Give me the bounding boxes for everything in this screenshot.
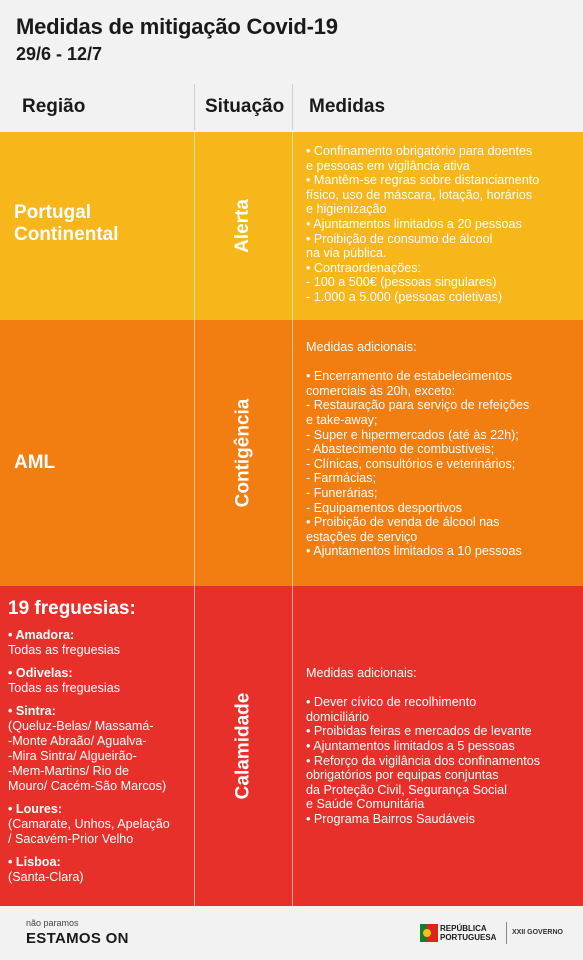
measure-line: estações de serviço <box>306 529 418 544</box>
region-cell <box>8 598 192 893</box>
measure-line: • Encerramento de estabelecimentos <box>306 369 513 384</box>
freguesia-detail: -Mira Sintra/ Algueirão- <box>8 749 137 763</box>
measures-list <box>306 340 578 559</box>
measure-line: • Proibidas feiras e mercados de levante <box>306 724 532 739</box>
freguesia-detail: Mouro/ Cacém-São Marcos) <box>8 779 167 793</box>
footer-divider <box>506 922 507 944</box>
column-header-regiao: Região <box>22 96 86 117</box>
freguesia-detail: / Sacavém-Prior Velho <box>8 832 134 846</box>
measure-line: - Restauração para serviço de refeições <box>306 398 530 413</box>
portugal-flag-icon <box>420 922 438 944</box>
measure-line: • Dever cívico de recolhimento <box>306 695 477 710</box>
freguesia-municipality: • Amadora: <box>8 628 75 642</box>
measure-line: - Abastecimento de combustíveis; <box>306 442 495 457</box>
region-label: Portugal Continental <box>14 202 119 245</box>
situation-cell <box>194 132 292 320</box>
measure-line: - 100 a 500€ (pessoas singulares) <box>306 275 497 290</box>
measure-line: • Proibição de venda de álcool nas <box>306 515 500 530</box>
measure-line: • Confinamento obrigatório para doentes <box>306 144 533 158</box>
measure-line: - Equipamentos desportivos <box>306 500 463 515</box>
measure-line: - Farmácias; <box>306 471 376 486</box>
column-divider <box>194 84 195 130</box>
measure-line: domiciliário <box>306 709 369 724</box>
measure-line <box>306 681 578 696</box>
row-portugal-continental <box>0 132 583 320</box>
freguesia-group <box>8 802 192 847</box>
measures-list <box>306 144 578 305</box>
measure-line: físico, uso de máscara, lotação, horários <box>306 187 533 202</box>
measure-line: Medidas adicionais: <box>306 666 417 680</box>
column-divider <box>292 320 293 586</box>
row-freguesias <box>0 586 583 906</box>
header <box>0 0 583 132</box>
freguesia-detail: -Mem-Martins/ Rio de <box>8 764 130 778</box>
freguesia-detail: (Queluz-Belas/ Massamá- <box>8 719 154 733</box>
column-header-medidas: Medidas <box>309 96 386 117</box>
measure-line: - Funerárias; <box>306 485 378 500</box>
situation-cell <box>194 320 292 586</box>
brand-logo: ESTAMOS ON <box>26 930 129 947</box>
column-divider <box>292 586 293 906</box>
date-range: 29/6 - 12/7 <box>16 44 103 64</box>
column-header-situacao: Situação <box>205 96 285 117</box>
portuguesa-text: PORTUGUESA <box>440 933 497 942</box>
page-title: Medidas de mitigação Covid-19 <box>16 14 338 39</box>
freguesia-group <box>8 855 192 885</box>
measure-line: Medidas adicionais: <box>306 340 417 354</box>
measure-line: e higienização <box>306 202 387 217</box>
freguesia-group <box>8 666 192 696</box>
measures-list <box>306 666 578 827</box>
region-label: 19 freguesias: <box>8 598 136 619</box>
measure-line: • Mantêm-se regras sobre distanciamento <box>306 173 540 188</box>
measure-line: • Ajuntamentos limitados a 5 pessoas <box>306 738 515 753</box>
situation-label: Calamidade <box>232 692 253 800</box>
measure-line: comerciais às 20h, exceto: <box>306 383 456 398</box>
measure-line: - Super e hipermercados (até às 22h); <box>306 427 519 442</box>
measure-line: • Ajuntamentos limitados a 10 pessoas <box>306 544 522 559</box>
republica-text: REPÚBLICA <box>440 924 487 933</box>
measure-line: • Contraordenações: <box>306 260 422 275</box>
measure-line: • Reforço da vigilância dos confinamentos <box>306 753 541 768</box>
measure-line: • Proibição de consumo de álcool <box>306 231 493 246</box>
row-aml <box>0 320 583 586</box>
republica-label <box>440 924 496 942</box>
measure-line: • Ajuntamentos limitados a 20 pessoas <box>306 216 522 231</box>
measure-line: • Programa Bairros Saudáveis <box>306 811 475 826</box>
measure-line: e Saúde Comunitária <box>306 797 425 812</box>
freguesia-municipality: • Lisboa: <box>8 855 61 869</box>
freguesia-municipality: • Odivelas: <box>8 666 73 680</box>
measure-line: na via pública. <box>306 246 387 261</box>
measure-line: obrigatórios por equipas conjuntas <box>306 768 499 783</box>
freguesia-detail: (Camarate, Unhos, Apelação <box>8 817 170 831</box>
freguesia-group <box>8 628 192 658</box>
measure-line: - 1.000 a 5.000 (pessoas coletivas) <box>306 289 503 304</box>
situation-label: Contigência <box>232 398 254 508</box>
region-label: AML <box>14 452 56 473</box>
freguesia-municipality: • Sintra: <box>8 704 56 718</box>
situation-cell <box>194 586 292 906</box>
measure-line: e take-away; <box>306 412 378 427</box>
measure-line: da Proteção Civil, Segurança Social <box>306 782 507 797</box>
freguesia-detail: (Santa-Clara) <box>8 870 84 884</box>
freguesia-detail: Todas as freguesias <box>8 681 121 695</box>
column-divider <box>292 132 293 320</box>
freguesia-detail: Todas as freguesias <box>8 643 121 657</box>
freguesia-detail: -Monte Abraão/ Agualva- <box>8 734 147 748</box>
footer-tagline: não paramos <box>26 918 79 928</box>
column-divider <box>292 84 293 130</box>
measure-line: e pessoas em vigilância ativa <box>306 158 470 173</box>
freguesias-list <box>8 628 192 885</box>
freguesia-group <box>8 704 192 794</box>
measure-line: - Clínicas, consultórios e veterinários; <box>306 456 516 471</box>
footer <box>0 906 583 960</box>
situation-label: Alerta <box>231 199 253 253</box>
freguesia-municipality: • Loures: <box>8 802 63 816</box>
measure-line <box>306 355 578 370</box>
governo-label: XXII GOVERNO <box>512 929 563 936</box>
